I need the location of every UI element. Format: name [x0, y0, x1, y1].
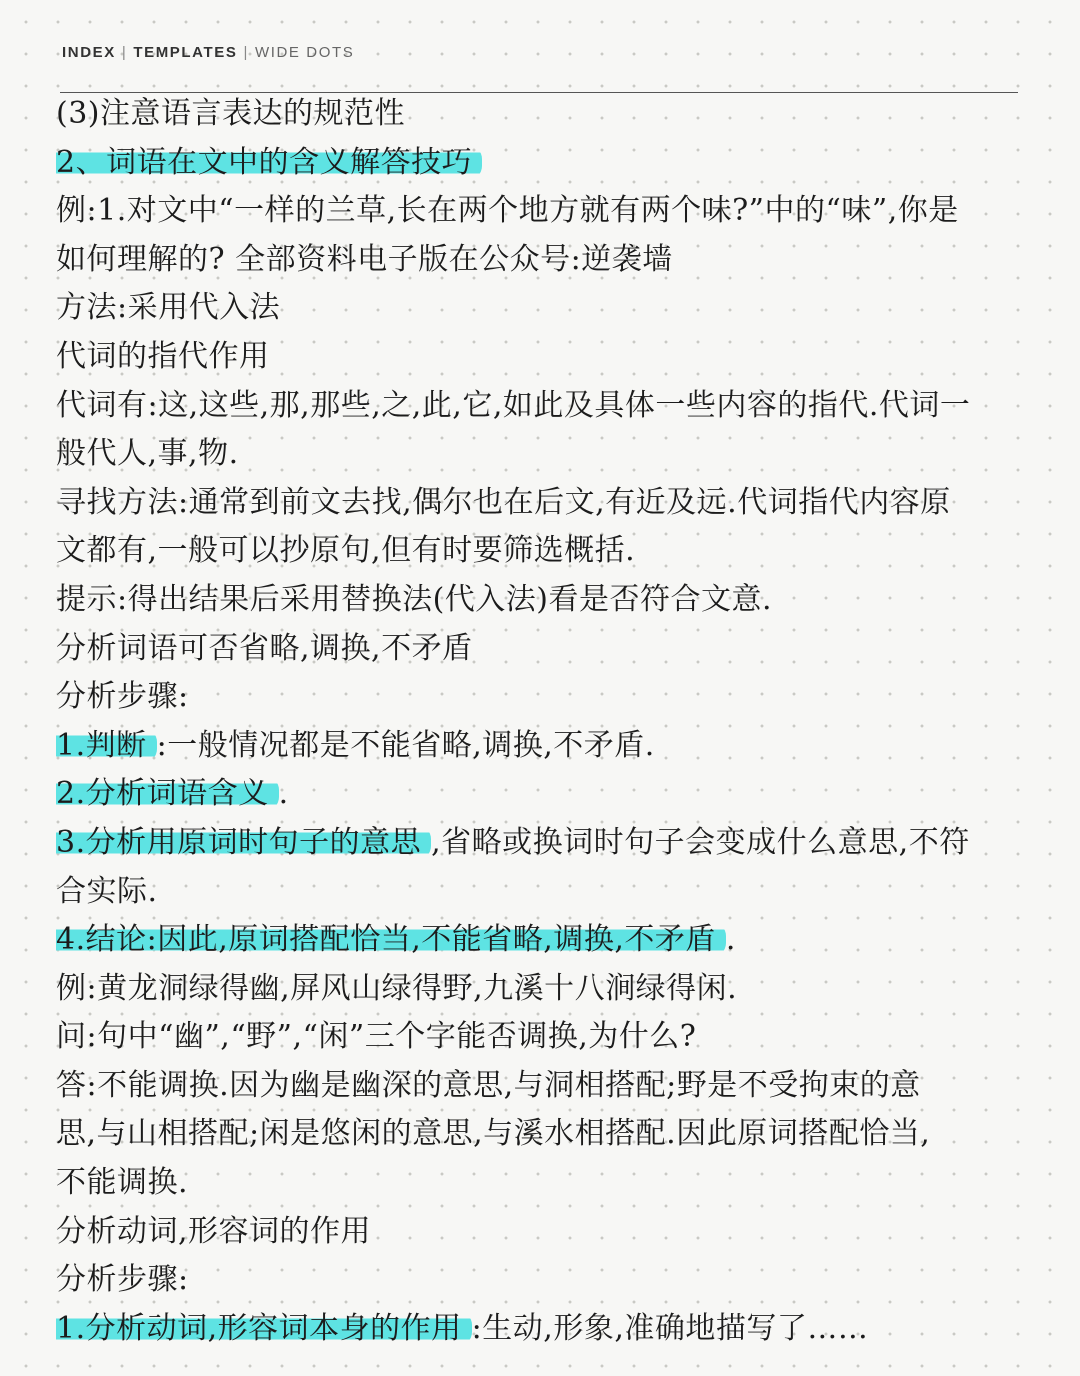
header-separator: |	[121, 44, 128, 61]
note-line	[56, 625, 1018, 674]
line-text: 提示:得出结果后采用替换法(代入法)看是否符合文意.	[56, 581, 773, 617]
line-text: 问:句中“幽”,“野”,“闲”三个字能否调换,为什么?	[56, 1019, 697, 1055]
line-text: 文都有,一般可以抄原句,但有时要筛选概括.	[56, 533, 636, 569]
highlighted-text: 3.分析用原词时句子的意思	[56, 825, 431, 860]
line-text: 合实际.	[56, 873, 158, 909]
note-line	[56, 187, 1018, 236]
header-wide-dots: WIDE DOTS	[254, 44, 355, 61]
line-text: 寻找方法:通常到前文去找,偶尔也在后文,有近及远.代词指代内容原	[56, 484, 951, 520]
note-line	[56, 965, 1018, 1014]
line-text: 方法:采用代入法	[56, 290, 281, 326]
highlighted-text: 2、词语在文中的含义解答技巧	[56, 145, 482, 180]
note-line	[56, 770, 1018, 819]
highlighted-text: 2.分析词语含义	[56, 776, 279, 811]
note-line	[56, 868, 1018, 917]
line-text: 代词有:这,这些,那,那些,之,此,它,如此及具体一些内容的指代.代词一	[56, 387, 971, 423]
highlighted-text: 4.结论:因此,原词搭配恰当,不能省略,调换,不矛盾	[56, 922, 726, 957]
note-line	[56, 382, 1018, 431]
note-line	[56, 430, 1018, 479]
line-text: :一般情况都是不能省略,调换,不矛盾.	[156, 727, 655, 763]
line-text: 例:1.对文中“一样的兰草,长在两个地方就有两个味?”中的“味”,你是	[56, 193, 959, 229]
line-text: (3)注意语言表达的规范性	[56, 96, 405, 131]
note-line	[56, 90, 1018, 139]
note-line	[56, 916, 1018, 965]
note-line	[56, 479, 1018, 528]
note-line	[56, 819, 1018, 868]
line-text: 不能调换.	[56, 1165, 189, 1201]
note-line	[56, 284, 1018, 333]
header-templates[interactable]: TEMPLATES	[133, 44, 238, 61]
note-line	[56, 1305, 1018, 1354]
line-text: 分析词语可否省略,调换,不矛盾	[56, 630, 473, 666]
line-text: 般代人,事,物.	[56, 436, 239, 472]
note-line	[56, 527, 1018, 576]
line-text: 代词的指代作用	[56, 338, 270, 374]
line-text: 分析动词,形容词的作用	[56, 1213, 372, 1249]
line-text: .	[725, 922, 736, 958]
note-line	[56, 722, 1018, 771]
line-text: 分析步骤:	[56, 679, 189, 715]
line-text: 思,与山相搭配;闲是悠闲的意思,与溪水相搭配.因此原词搭配恰当,	[56, 1116, 931, 1152]
line-text: :生动,形象,准确地描写了……	[471, 1310, 869, 1346]
note-line	[56, 1159, 1018, 1208]
note-line	[56, 673, 1018, 722]
line-text: 例:黄龙洞绿得幽,屏风山绿得野,九溪十八涧绿得闲.	[56, 970, 738, 1006]
note-line	[56, 1110, 1018, 1159]
note-line	[56, 1208, 1018, 1257]
note-content	[56, 90, 1018, 1353]
note-line	[56, 333, 1018, 382]
line-text: 如何理解的? 全部资料电子版在公众号:逆袭墙	[56, 241, 673, 277]
highlighted-text: 1.分析动词,形容词本身的作用	[56, 1311, 472, 1346]
note-line	[56, 1013, 1018, 1062]
highlighted-text: 1.判断	[56, 728, 157, 763]
line-text: .	[278, 776, 289, 812]
note-line	[56, 1256, 1018, 1305]
line-text: ,省略或换词时句子会变成什么意思,不符	[431, 824, 970, 860]
line-text: 答:不能调换.因为幽是幽深的意思,与洞相搭配;野是不受拘束的意	[56, 1067, 921, 1103]
header-separator: |	[243, 44, 249, 61]
line-text: 分析步骤:	[56, 1262, 189, 1298]
note-line	[56, 139, 1018, 188]
header-index[interactable]: INDEX	[62, 44, 116, 61]
note-line	[56, 1062, 1018, 1111]
note-line	[56, 576, 1018, 625]
note-line	[56, 236, 1018, 285]
page-header	[62, 44, 354, 61]
